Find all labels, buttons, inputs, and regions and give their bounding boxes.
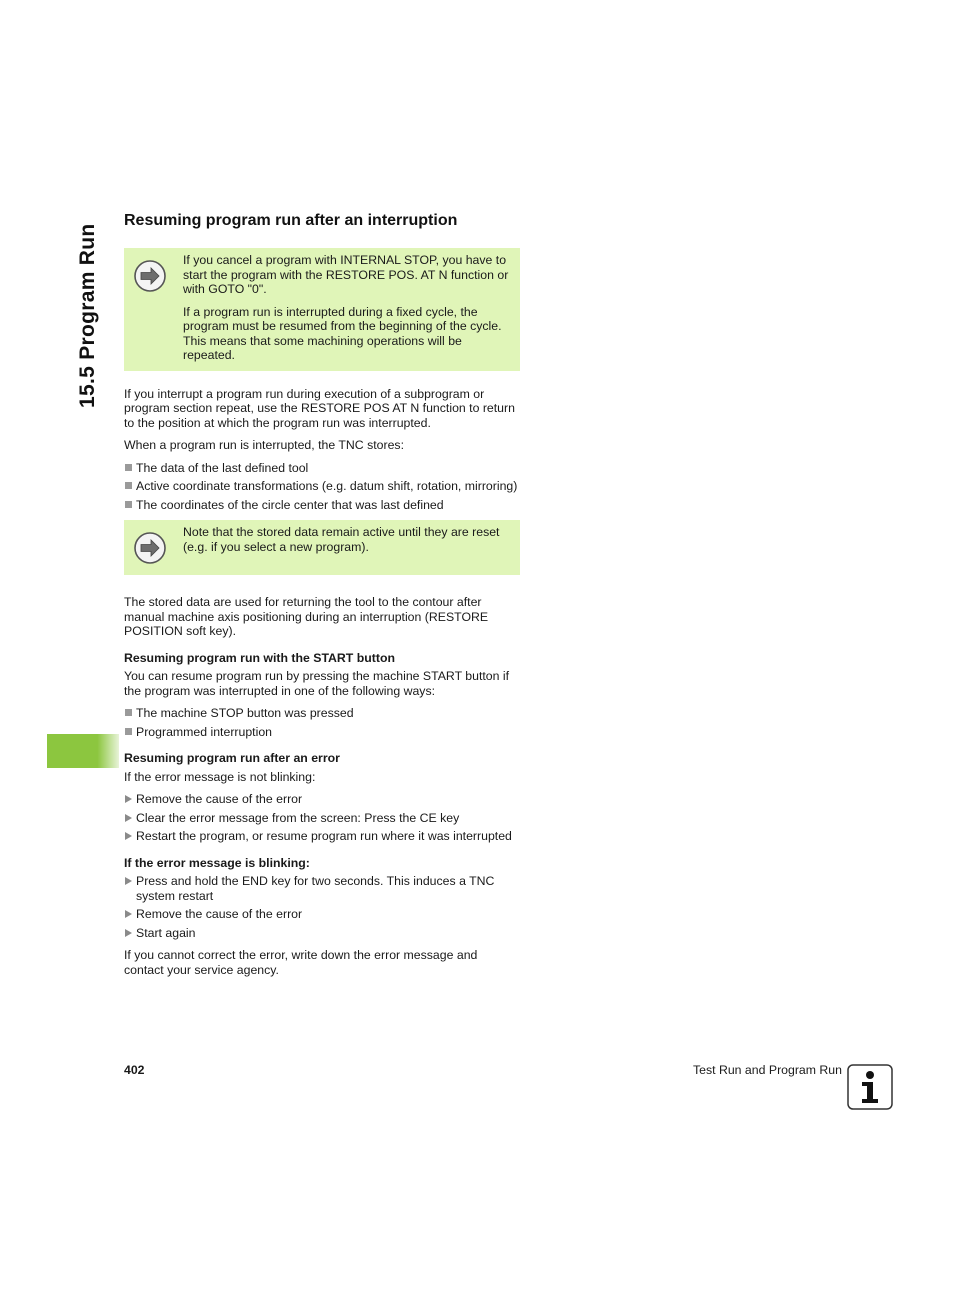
info-icon <box>847 1064 893 1110</box>
footer-chapter-title: Test Run and Program Run <box>692 1063 842 1077</box>
arrow-right-icon <box>134 260 166 292</box>
body-paragraph: The stored data are used for returning the tool to the contour after manual machine axis positioning during an interruption (RESTORE POSITION soft key). <box>124 595 489 638</box>
note1-paragraph: If you cancel a program with INTERNAL STOP, you have to start the program with the RESTORE POS. AT N function or with GOTO "0". <box>183 253 509 296</box>
step-item: Remove the cause of the error <box>124 907 520 922</box>
list-item: Active coordinate transformations (e.g. datum shift, rotation, mirroring) <box>124 479 520 494</box>
list-item: Programmed interruption <box>124 725 520 740</box>
body-paragraph: If the error message is not blinking: <box>124 769 316 784</box>
error-steps <box>124 792 520 844</box>
blinking-steps <box>124 874 520 940</box>
chapter-tab-marker <box>47 734 119 768</box>
body-paragraph: You can resume program run by pressing the machine START button if the program was interrupted in one of the following ways: <box>124 669 510 698</box>
page-number: 402 <box>124 1063 145 1077</box>
list-item: The coordinates of the circle center that was last defined <box>124 498 520 513</box>
step-item: Press and hold the END key for two seconds. This induces a TNC system restart <box>124 874 520 903</box>
step-item: Start again <box>124 926 520 941</box>
step-item: Restart the program, or resume program run where it was interrupted <box>124 829 520 844</box>
list-item: The data of the last defined tool <box>124 461 520 476</box>
note-box-1 <box>124 248 520 371</box>
subheading-start: Resuming program run with the START button <box>124 650 395 665</box>
arrow-right-icon <box>134 532 166 564</box>
note2-text: Note that the stored data remain active until they are reset (e.g. if you select a new program). <box>183 525 500 554</box>
main-content <box>124 210 520 985</box>
body-paragraph: If you cannot correct the error, write down the error message and contact your service agency. <box>124 948 478 977</box>
list-item: The machine STOP button was pressed <box>124 706 520 721</box>
section-heading: Resuming program run after an interruption <box>124 212 458 229</box>
step-item: Remove the cause of the error <box>124 792 520 807</box>
subheading-error: Resuming program run after an error <box>124 751 340 765</box>
stores-list <box>124 461 520 513</box>
note1-paragraph: If a program run is interrupted during a fixed cycle, the program must be resumed from the beginning of the cycle. This means that some machining operations will be repeated. <box>183 304 502 362</box>
step-item: Clear the error message from the screen: Press the CE key <box>124 811 520 826</box>
subheading-blinking: If the error message is blinking: <box>124 855 310 870</box>
body-paragraph: When a program run is interrupted, the TNC stores: <box>124 438 404 452</box>
start-list <box>124 706 520 739</box>
chapter-side-title: 15.5 Program Run <box>76 223 99 408</box>
note-box-2 <box>124 520 520 575</box>
body-paragraph: If you interrupt a program run during execution of a subprogram or program section repeat, use the RESTORE POS AT N function to return to the position at which the program run was interrupted. <box>124 386 515 430</box>
